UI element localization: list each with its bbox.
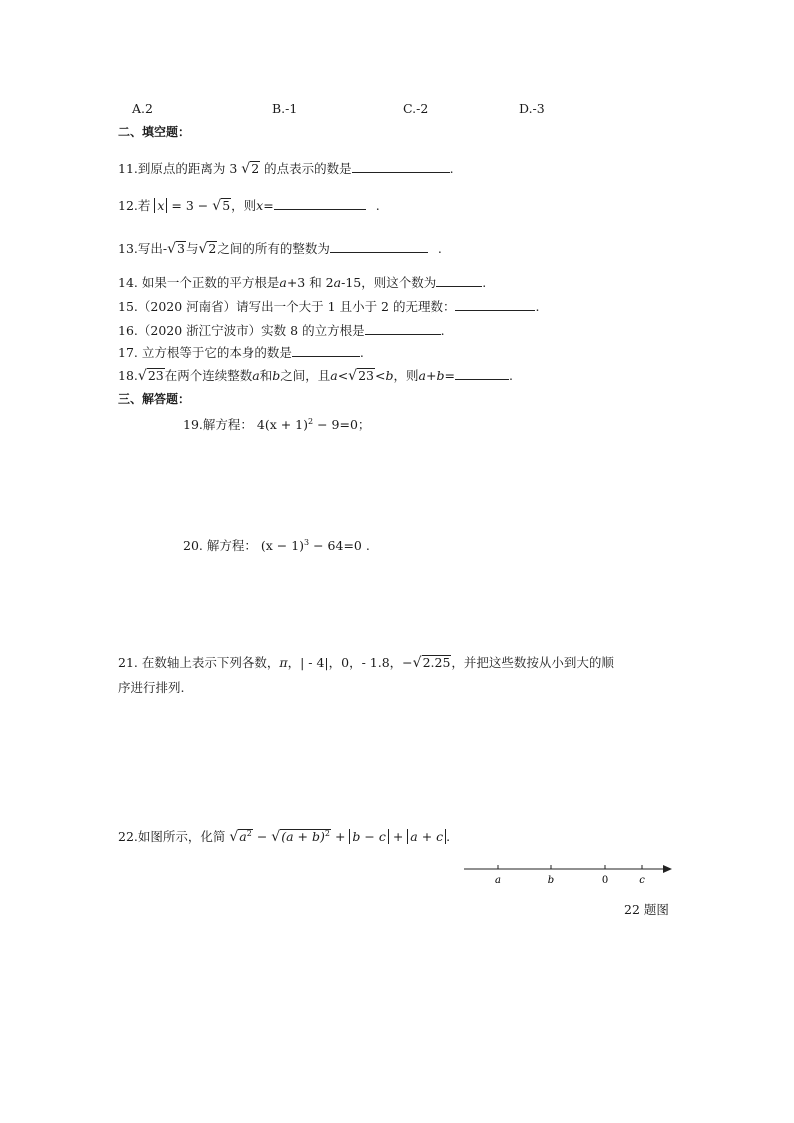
q14-text-c: -15，则这个数为 [341,275,437,290]
q18-text-d: 之间，且 [280,368,331,383]
question-12 [118,197,380,213]
question-21-line-2: 序进行排列. [118,680,185,695]
q20-equation: (x − 1) [260,538,305,554]
q14-var-a1: a [279,275,287,290]
q22-plus-1: + [334,829,346,844]
sqrt-23b: √ 23 [348,368,374,384]
q18-var-b2: b [385,368,394,383]
q18-text-a: 18. [118,368,138,383]
q18-text-g: ，则 [393,368,419,383]
question-15 [118,298,539,314]
q18-lt1: < [337,368,349,383]
question-17 [118,344,364,360]
q22-plus-2: + [392,829,404,844]
answer-blank-12[interactable] [274,197,366,210]
q12-text-b: = 3 − [171,198,209,213]
q14-end: . [482,275,487,290]
q19-equation-rest: − 9=0； [313,417,371,433]
q18-var-a3: a [418,368,426,383]
question-11 [118,160,454,176]
option-c: C.-2 [403,101,429,116]
section-heading-solve: 三、解答题： [118,392,191,406]
arrow-right-icon [663,865,672,873]
number-line-figure [460,860,680,890]
q19-text-a: 19.解方程： [183,417,253,433]
abs-a-plus-c: a + c [407,829,446,844]
q13-end: . [437,241,442,256]
q20-exponent: 3 [304,538,310,547]
question-21-line-1 [118,655,614,670]
label-a: a [495,875,501,886]
q21-text-c: ，并把这些数按从小到大的顺 [451,655,614,670]
q11-text-a: 11.到原点的距离为 3 [118,161,238,176]
q20-text-a: 20. 解方程： [183,538,257,554]
q14-text-a: 14. 如果一个正数的平方根是 [118,275,280,290]
q17-end: . [359,345,364,360]
q11-end: . [449,161,454,176]
question-18 [118,367,513,383]
answer-blank-15[interactable] [455,298,535,311]
q15-end: . [535,299,540,314]
q13-text-b: 与 [185,241,199,256]
option-b: B.-1 [272,101,298,116]
abs-x: x [154,198,167,213]
q19-equation: 4(x + 1) [256,417,309,433]
q18-end: . [508,368,513,383]
answer-blank-18[interactable] [455,367,509,380]
answer-blank-13[interactable] [330,240,428,253]
q14-text-b: +3 和 2 [286,275,334,290]
q12-end: . [375,198,380,213]
label-0: 0 [601,875,609,886]
sqrt-a-squared: √ $a^2$ [229,829,252,845]
q13-text-c: 之间的所有的整数为 [217,241,330,256]
section-heading-fill-blank: 二、填空题： [118,125,191,139]
q16-end: . [440,323,445,338]
option-a: A.2 [132,101,153,116]
q18-var-b: b [272,368,281,383]
q18-lt2: < [375,368,386,383]
sqrt-2: √ 2 [241,161,260,177]
sqrt-a-plus-b-squared: √ $(a + b)^2$ [271,829,330,845]
q17-text-a: 17. 立方根等于它的本身的数是 [118,345,292,360]
answer-blank-17[interactable] [292,344,360,357]
q22-text-a: 22.如图所示，化简 [118,829,226,844]
label-c: c [639,875,645,886]
q21-text-a: 21. 在数轴上表示下列各数， [118,655,280,670]
q12-text-c: ，则 [231,198,257,213]
sqrt-5: √ 5 [212,198,231,214]
question-16 [118,322,445,338]
q16-text-a: 16.（2020 浙江宁波市）实数 8 的立方根是 [118,323,365,338]
q22-end: . [446,829,451,844]
question-19 [183,417,370,432]
q15-text-a: 15.（2020 河南省）请写出一个大于 1 且小于 2 的无理数： [118,299,456,314]
q20-equation-rest: − 64=0 . [309,538,370,554]
sqrt-3: √ 3 [167,241,185,257]
sqrt-23: √ 23 [137,368,164,384]
question-13 [118,240,442,256]
answer-blank-14[interactable] [436,274,482,287]
q18-var-a: a [252,368,260,383]
q21-pi: π [279,655,288,670]
q18-var-b3: b [436,368,445,383]
q12-text-d: = [263,198,274,213]
sqrt-2b: √ 2 [198,241,217,257]
q18-var-a2: a [330,368,338,383]
sqrt-2-25: √ 2.25 [412,655,451,671]
question-14 [118,274,486,290]
q14-var-a2: a [333,275,342,290]
answer-blank-16[interactable] [365,322,441,335]
q12-var-x: x [256,198,264,213]
q12-text-a: 12.若 [118,198,151,213]
q18-eq: = [444,368,455,383]
q18-text-b: 在两个连续整数 [164,368,253,383]
q18-text-c: 和 [259,368,273,383]
option-d: D.-3 [519,101,545,116]
q21-text-b: ，| - 4|，0，- 1.8，− [287,655,413,670]
answer-blank-11[interactable] [352,160,450,173]
q22-minus: − [256,829,268,844]
question-22 [118,829,450,844]
abs-b-minus-c: b − c [349,829,388,844]
q13-text-a: 13.写出- [118,241,168,256]
label-b: b [547,875,555,886]
question-20 [183,538,370,553]
figure-caption: 22 题图 [624,902,669,917]
q19-exponent: 2 [308,417,314,426]
q18-plus: + [425,368,437,383]
q11-text-b: 的点表示的数是 [264,161,352,176]
